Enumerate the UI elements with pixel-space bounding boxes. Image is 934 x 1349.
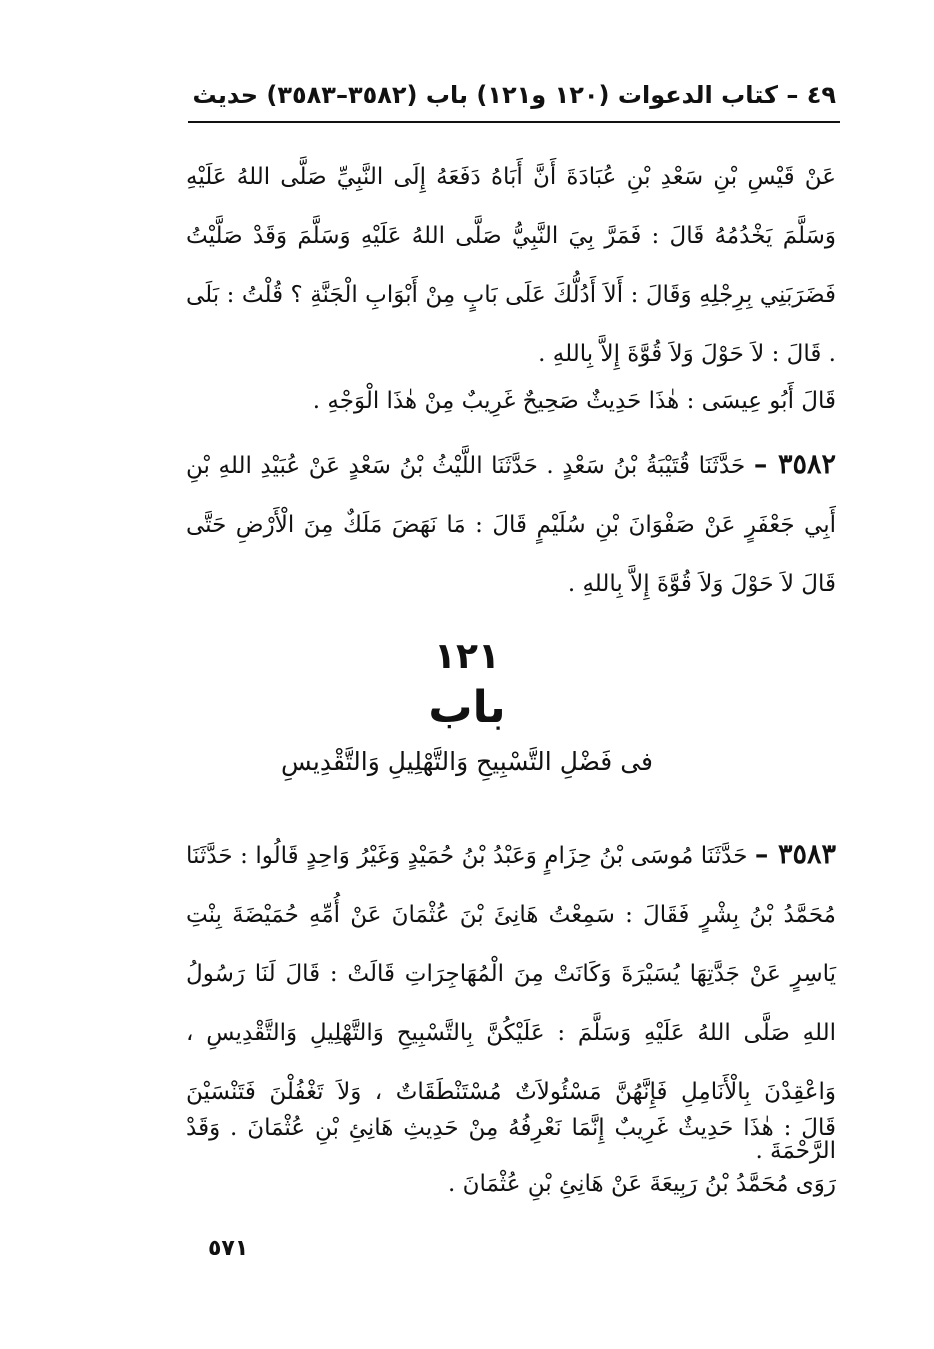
hadith-number-3583: ٣٥٨٣ –	[754, 839, 836, 870]
hadith-3583-text: حَدَّثَنَا مُوسَى بْنُ حِزَامٍ وَعَبْدُ بْنُ حُمَيْدٍ وَغَيْرُ وَاحِدٍ قَالُوا : حَدَّثَنَا مُحَمَّدُ بْنُ بِشْرٍ فَقَالَ : سَمِعْتُ هَانِئَ بْنَ عُثْمَانَ عَنْ أُمِّهِ حُمَيْضَةَ بِنْتِ يَاسِرٍ عَنْ جَدَّتِهَا يُسَيْرَةَ وَكَانَتْ مِنَ الْمُهَاجِرَاتِ قَالَتْ : قَالَ لَنَا رَسُولُ اللهِ صَلَّى اللهُ عَلَيْهِ وَسَلَّمَ : عَلَيْكُنَّ بِالتَّسْبِيحِ وَالتَّهْلِيلِ وَالتَّقْدِيسِ ، وَاعْقِدْنَ بِالْأَنَامِلِ فَإِنَّهُنَّ مَسْئُولاَتٌ مُسْتَنْطَقَاتٌ ، وَلاَ تَغْفُلْنَ فَتَنْسَيْنَ الرَّحْمَةَ .	[186, 843, 836, 1164]
header-divider	[188, 121, 840, 123]
chapter-title: فى فَضْلِ التَّسْبِيحِ وَالتَّهْلِيلِ وَالتَّقْدِيسِ	[280, 747, 653, 776]
running-header: ٤٩ – كتاب الدعوات (١٢٠ و١٢١) باب (٣٥٨٢–٣٥٨٣) حديث	[192, 81, 836, 109]
hadith-3582-text: حَدَّثَنَا قُتَيْبَةُ بْنُ سَعْدٍ . حَدَّثَنَا اللَّيْثُ بْنُ سَعْدٍ عَنْ عُبَيْدِ اللهِ بْنِ أَبِي جَعْفَرٍ عَنْ صَفْوَانَ بْنِ سُلَيْمٍ قَالَ : مَا نَهَضَ مَلَكٌ مِنَ الْأَرْضِ حَتَّى قَالَ لاَ حَوْلَ وَلاَ قُوَّةَ إِلاَّ بِاللهِ .	[186, 453, 836, 597]
chapter-number: ١٢١	[434, 636, 500, 677]
hadith-3583-comment: قَالَ : هٰذَا حَدِيثٌ غَرِيبٌ إِنَّمَا نَعْرِفُهُ مِنْ حَدِيثِ هَانِئِ بْنِ عُثْمَانَ . وَقَدْ رَوَى مُحَمَّدُ بْنُ رَبِيعَةَ عَنْ هَانِئِ بْنِ عُثْمَانَ .	[186, 1115, 836, 1197]
hadith-text-continuation: عَنْ قَيْسِ بْنِ سَعْدِ بْنِ عُبَادَةَ أَنَّ أَبَاهُ دَفَعَهُ إِلَى النَّبِيِّ صَلَّى اللهُ عَلَيْهِ وَسَلَّمَ يَخْدُمُهُ قَالَ : فَمَرَّ بِيَ النَّبِيُّ صَلَّى اللهُ عَلَيْهِ وَسَلَّمَ وَقَدْ صَلَّيْتُ فَضَرَبَنِي بِرِجْلِهِ وَقَالَ : أَلاَ أَدُلُّكَ عَلَى بَابٍ مِنْ أَبْوَابِ الْجَنَّةِ ؟ قُلْتُ : بَلَى . قَالَ : لاَ حَوْلَ وَلاَ قُوَّةَ إِلاَّ بِاللهِ .	[186, 164, 836, 367]
chapter-heading-bab: باب	[428, 682, 506, 733]
page-number: ٥٧١	[208, 1236, 249, 1261]
hadith-3582	[186, 435, 836, 614]
abu-isa-comment: قَالَ أَبُو عِيسَى : هٰذَا حَدِيثٌ صَحِيحٌ غَرِيبٌ مِنْ هٰذَا الْوَجْهِ .	[312, 388, 836, 414]
hadith-number-3582: ٣٥٨٢ –	[753, 449, 837, 480]
